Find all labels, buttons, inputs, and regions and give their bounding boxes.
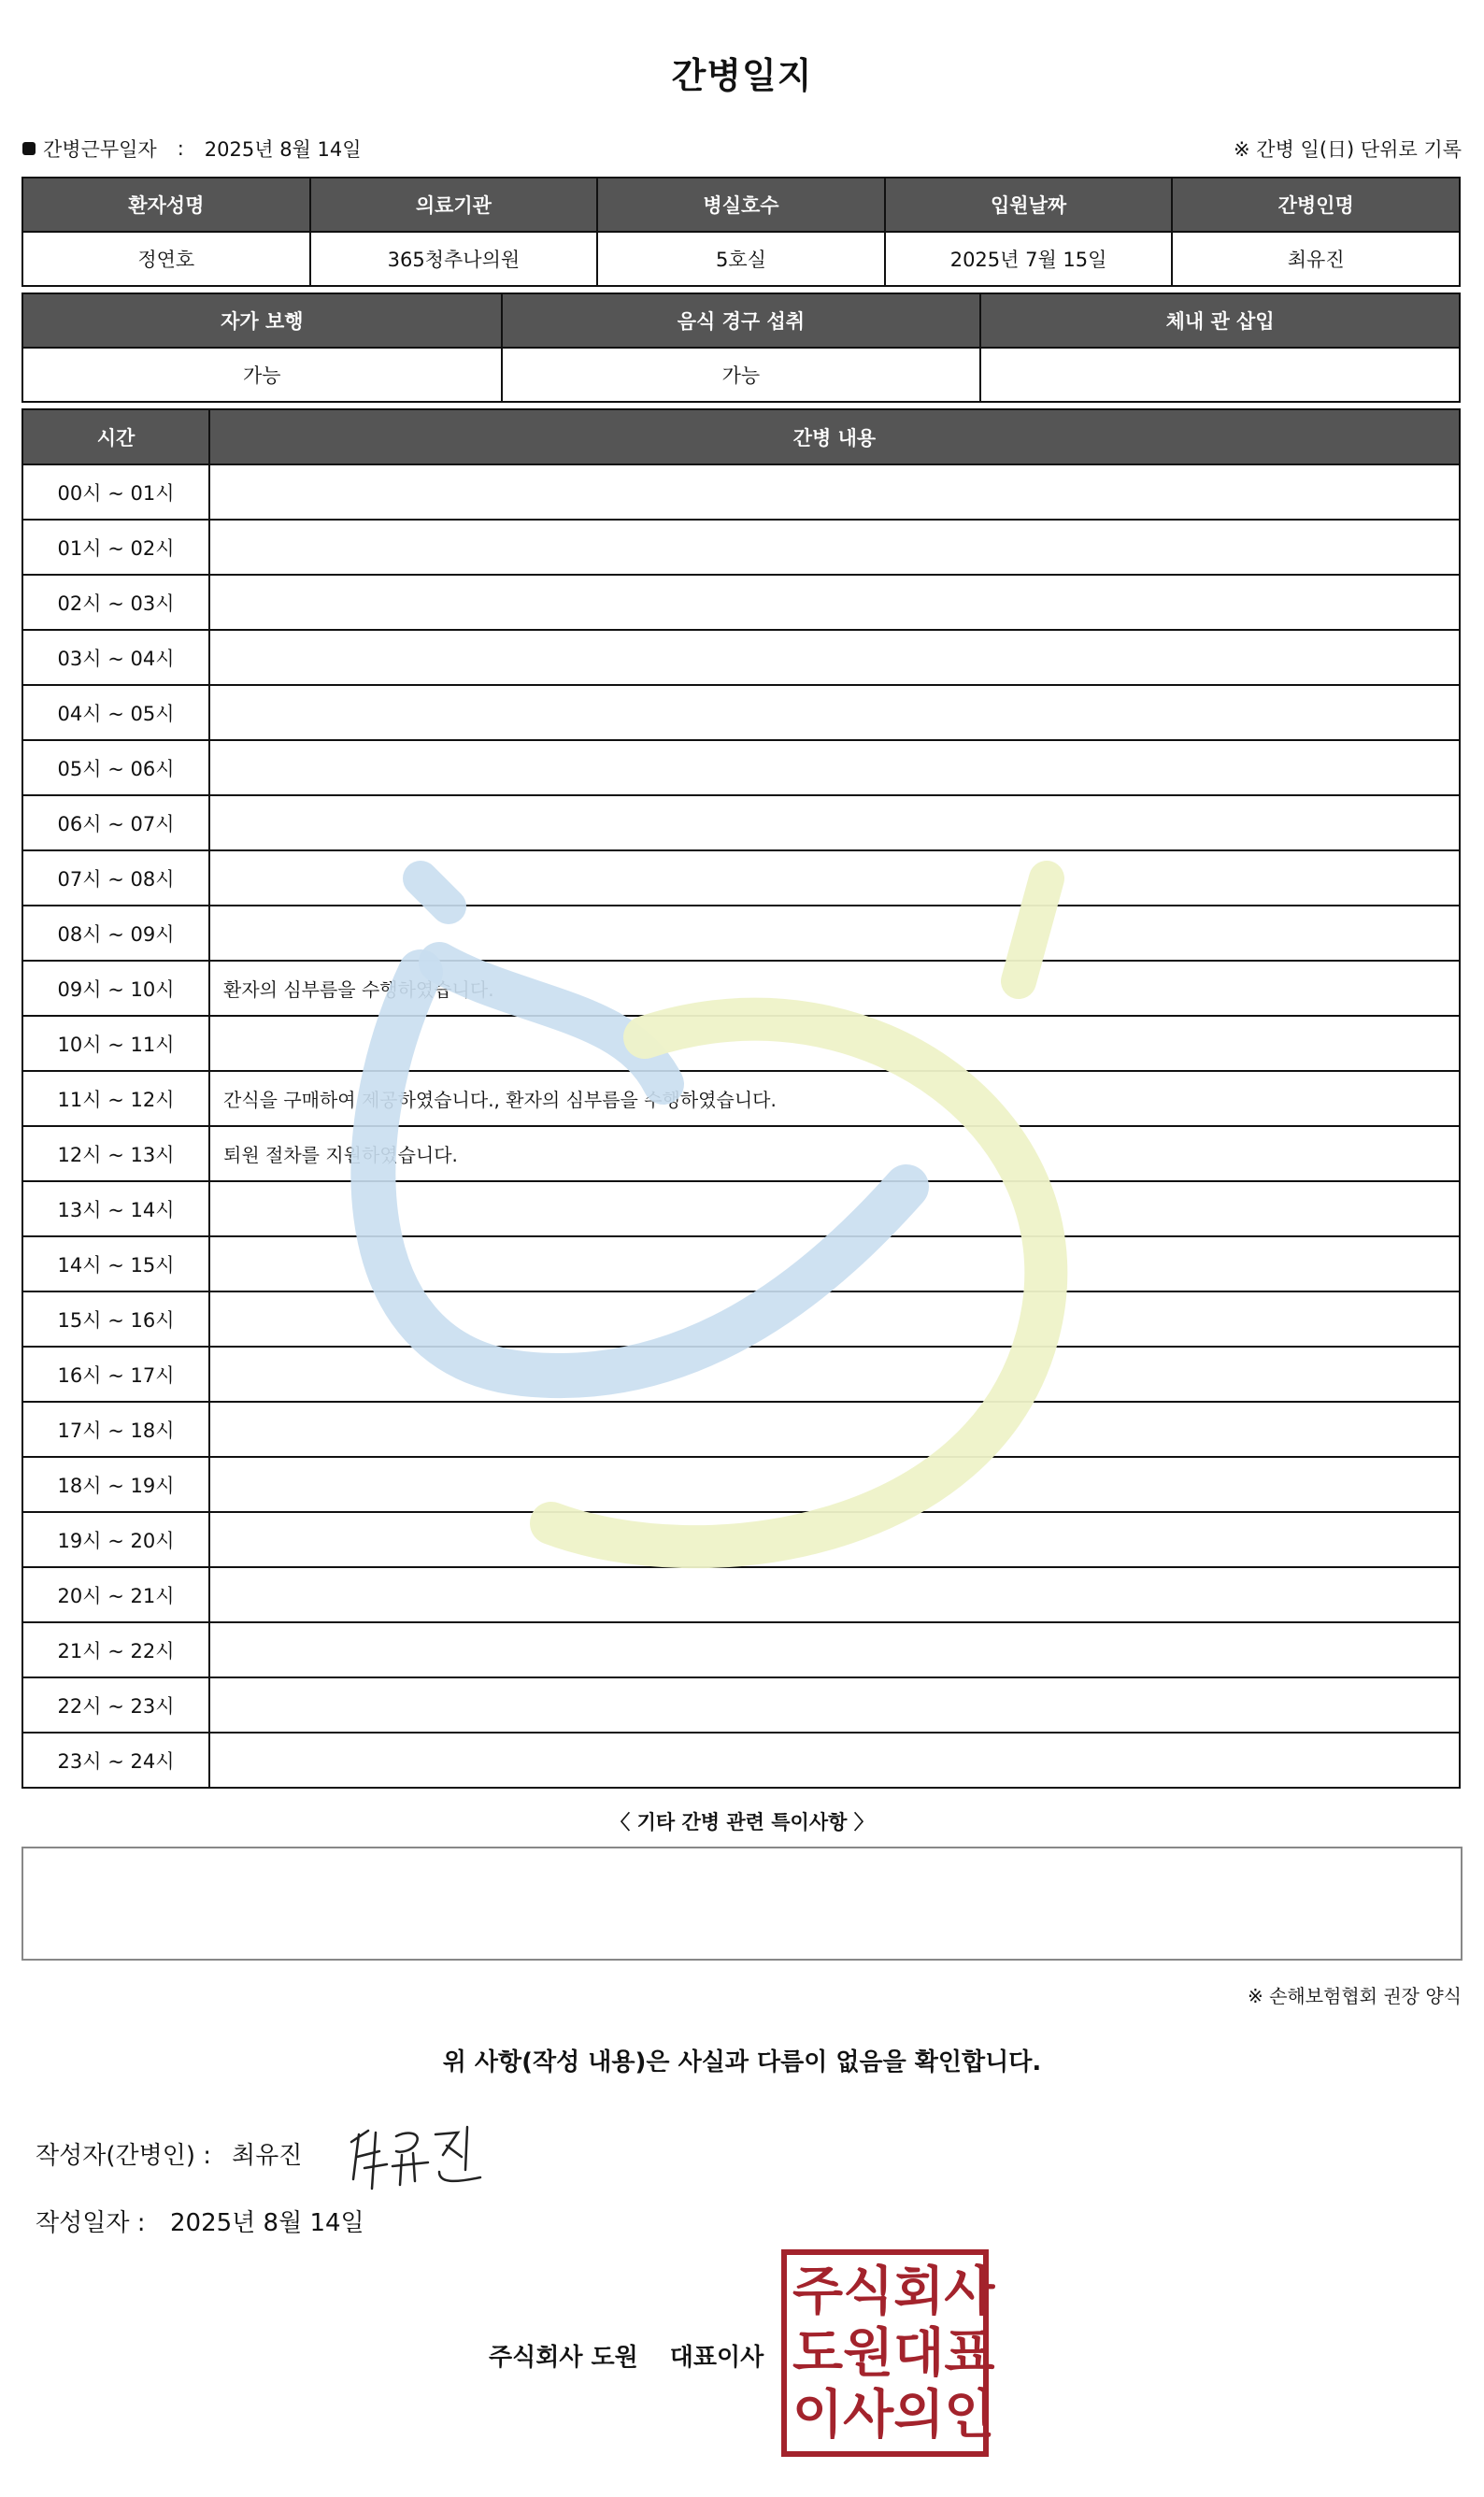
- patient-status-table: [21, 293, 1461, 403]
- confirmation-statement: 위 사항(작성 내용)은 사실과 다름이 없음을 확인합니다.: [442, 2048, 1042, 2076]
- care-log-content: [209, 1016, 1460, 1071]
- write-date-value: 2025년 8월 14일: [170, 2209, 364, 2237]
- seal-character: 사: [944, 2261, 995, 2322]
- care-log-row: [22, 961, 1460, 1016]
- header-caregiver-name: 간병인명: [1172, 178, 1460, 232]
- care-log-hour: 04시 ~ 05시: [22, 685, 209, 740]
- care-log-row: [22, 1126, 1460, 1181]
- seal-character: 식: [843, 2261, 894, 2322]
- company-seal-stamp: [781, 2249, 995, 2457]
- patient-status-header-row: [22, 293, 1460, 348]
- tube-insertion-value: [980, 348, 1460, 402]
- company-signature-line: [489, 2338, 763, 2373]
- care-log-content: [209, 520, 1460, 575]
- care-log-row: [22, 630, 1460, 685]
- admission-date-value: 2025년 7월 15일: [885, 232, 1173, 286]
- header-room-number: 병실호수: [597, 178, 885, 232]
- patient-name-value: 정연호: [22, 232, 310, 286]
- patient-info-table: [21, 177, 1461, 287]
- hospital-value: 365청추나의원: [310, 232, 598, 286]
- care-log-row: [22, 1567, 1460, 1622]
- care-log-hour: 13시 ~ 14시: [22, 1181, 209, 1236]
- care-log-hour: 11시 ~ 12시: [22, 1071, 209, 1126]
- care-log-hour: 21시 ~ 22시: [22, 1622, 209, 1677]
- care-log-content: [209, 1236, 1460, 1291]
- care-log-row: [22, 1622, 1460, 1677]
- care-log-row: [22, 464, 1460, 520]
- seal-character: 표: [944, 2322, 995, 2384]
- care-log-row: [22, 1402, 1460, 1457]
- work-date-value: 2025년 8월 14일: [204, 138, 362, 161]
- form-source-note: ※ 손해보험협회 권장 양식: [1247, 1985, 1462, 2007]
- care-log-hour: 06시 ~ 07시: [22, 795, 209, 850]
- care-log-content: [209, 575, 1460, 630]
- care-log-row: [22, 1016, 1460, 1071]
- care-log-content: 간식을 구매하여 제공하였습니다., 환자의 심부름을 수행하였습니다.: [209, 1071, 1460, 1126]
- care-log-content: [209, 1733, 1460, 1788]
- self-walking-value: 가능: [22, 348, 502, 402]
- write-date-label: 작성일자 :: [36, 2209, 146, 2237]
- writer-name: 최유진: [232, 2142, 303, 2170]
- care-log-row: [22, 575, 1460, 630]
- care-log-row: [22, 1291, 1460, 1347]
- header-oral-intake: 음식 경구 섭취: [502, 293, 981, 348]
- handwritten-signature: [342, 2114, 492, 2198]
- care-log-hour: 19시 ~ 20시: [22, 1512, 209, 1567]
- seal-character: 도: [792, 2322, 844, 2384]
- care-log-row: [22, 740, 1460, 795]
- care-log-hour: 22시 ~ 23시: [22, 1677, 209, 1733]
- care-log-hour: 01시 ~ 02시: [22, 520, 209, 575]
- care-log-row: [22, 1236, 1460, 1291]
- care-log-row: [22, 906, 1460, 961]
- care-log-content: [209, 1402, 1460, 1457]
- care-log-content: [209, 1181, 1460, 1236]
- seal-character: 원: [843, 2322, 894, 2384]
- care-log-row: [22, 1457, 1460, 1512]
- care-log-content: [209, 740, 1460, 795]
- patient-info-value-row: [22, 232, 1460, 286]
- company-role: 대표이사: [669, 2344, 764, 2372]
- writer-row: [36, 2136, 302, 2171]
- care-log-row: [22, 685, 1460, 740]
- bullet-square-icon: [22, 142, 36, 155]
- care-log-content: [209, 1622, 1460, 1677]
- care-log-hour: 05시 ~ 06시: [22, 740, 209, 795]
- write-date-row: [36, 2204, 364, 2238]
- special-notes-title: 〈 기타 간병 관련 특이사항 〉: [610, 1811, 874, 1834]
- header-self-walking: 자가 보행: [22, 293, 502, 348]
- writer-label: 작성자(간병인) :: [36, 2142, 212, 2170]
- seal-character: 인: [944, 2384, 995, 2446]
- care-log-content: [209, 795, 1460, 850]
- company-name: 주식회사 도원: [489, 2344, 638, 2372]
- colon-separator: :: [177, 137, 184, 160]
- care-log-hour: 03시 ~ 04시: [22, 630, 209, 685]
- care-log-row: [22, 1512, 1460, 1567]
- care-log-row: [22, 520, 1460, 575]
- care-log-hour: 14시 ~ 15시: [22, 1236, 209, 1291]
- seal-character: 사: [843, 2384, 894, 2446]
- work-date-label: 간병근무일자: [43, 138, 157, 161]
- care-log-row: [22, 795, 1460, 850]
- page-title: 간병일지: [671, 55, 813, 96]
- seal-character: 이: [792, 2384, 844, 2446]
- care-log-hour: 08시 ~ 09시: [22, 906, 209, 961]
- seal-character: 대: [893, 2322, 945, 2384]
- care-log-hour: 00시 ~ 01시: [22, 464, 209, 520]
- care-log-content: [209, 685, 1460, 740]
- care-log-hour: 10시 ~ 11시: [22, 1016, 209, 1071]
- header-admission-date: 입원날짜: [885, 178, 1173, 232]
- seal-character: 의: [893, 2384, 945, 2446]
- work-date-row: [22, 135, 362, 163]
- care-log-hour: 15시 ~ 16시: [22, 1291, 209, 1347]
- care-log-hour: 20시 ~ 21시: [22, 1567, 209, 1622]
- care-log-row: [22, 1347, 1460, 1402]
- care-log-content: [209, 1677, 1460, 1733]
- unit-note: ※ 간병 일(日) 단위로 기록: [1234, 138, 1462, 161]
- care-log-content: [209, 1512, 1460, 1567]
- caregiver-name-value: 최유진: [1172, 232, 1460, 286]
- care-log-row: [22, 850, 1460, 906]
- header-care-content: 간병 내용: [209, 409, 1460, 464]
- care-log-content: [209, 630, 1460, 685]
- care-log-content: [209, 1347, 1460, 1402]
- care-log-body: [22, 464, 1460, 1788]
- header-patient-name: 환자성명: [22, 178, 310, 232]
- care-log-row: [22, 1733, 1460, 1788]
- care-log-content: [209, 1291, 1460, 1347]
- patient-info-header-row: [22, 178, 1460, 232]
- care-log-row: [22, 1071, 1460, 1126]
- care-log-hour: 17시 ~ 18시: [22, 1402, 209, 1457]
- care-log-header-row: [22, 409, 1460, 464]
- care-log-hour: 12시 ~ 13시: [22, 1126, 209, 1181]
- care-log-hour: 16시 ~ 17시: [22, 1347, 209, 1402]
- header-time: 시간: [22, 409, 209, 464]
- care-log-hour: 07시 ~ 08시: [22, 850, 209, 906]
- hourly-care-log-table: [21, 408, 1461, 1789]
- seal-character: 회: [893, 2261, 945, 2322]
- care-log-hour: 18시 ~ 19시: [22, 1457, 209, 1512]
- care-log-content: [209, 464, 1460, 520]
- care-log-hour: 23시 ~ 24시: [22, 1733, 209, 1788]
- care-log-hour: 02시 ~ 03시: [22, 575, 209, 630]
- care-log-content: [209, 1457, 1460, 1512]
- care-log-row: [22, 1181, 1460, 1236]
- care-log-content: [209, 1567, 1460, 1622]
- header-hospital: 의료기관: [310, 178, 598, 232]
- care-log-content: [209, 906, 1460, 961]
- care-log-row: [22, 1677, 1460, 1733]
- care-log-content: 환자의 심부름을 수행하였습니다.: [209, 961, 1460, 1016]
- care-log-hour: 09시 ~ 10시: [22, 961, 209, 1016]
- care-log-content: [209, 850, 1460, 906]
- oral-intake-value: 가능: [502, 348, 981, 402]
- seal-character: 주: [792, 2261, 844, 2322]
- special-notes-box: [21, 1847, 1463, 1961]
- care-log-content: 퇴원 절차를 지원하였습니다.: [209, 1126, 1460, 1181]
- room-number-value: 5호실: [597, 232, 885, 286]
- header-tube-insertion: 체내 관 삽입: [980, 293, 1460, 348]
- patient-status-value-row: [22, 348, 1460, 402]
